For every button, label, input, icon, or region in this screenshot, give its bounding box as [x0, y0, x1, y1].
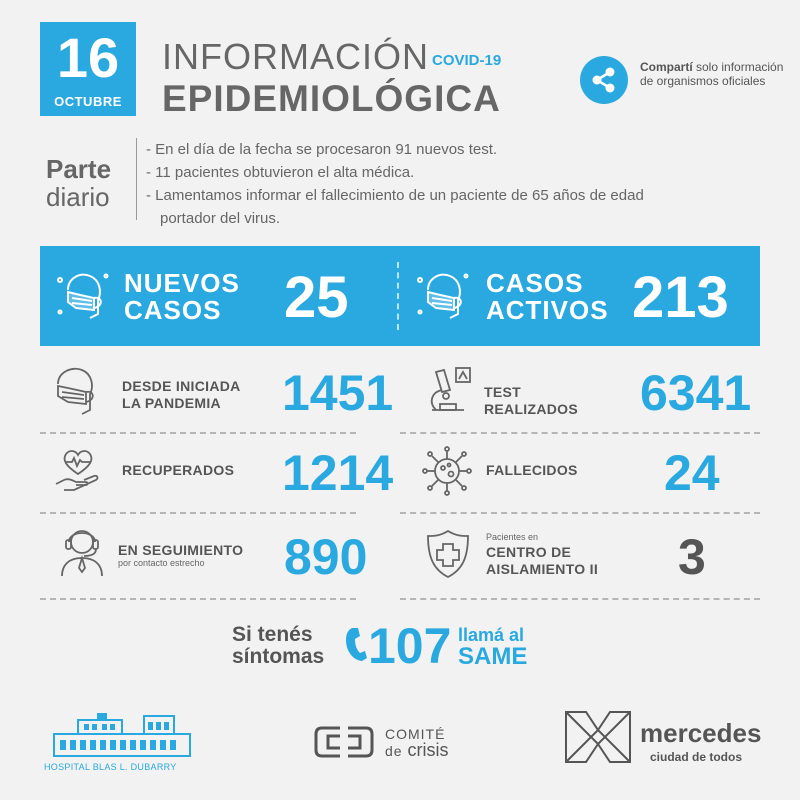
- mask-face-icon: [414, 268, 472, 331]
- test-label-line1: TEST: [484, 384, 521, 400]
- shield-cross-icon: [424, 528, 472, 585]
- heart-hand-icon: [52, 444, 104, 501]
- note-item: - Lamentamos informar el fallecimiento de un paciente de 65 años de edad: [146, 187, 644, 204]
- share-icon: [580, 56, 628, 104]
- hospital-logo: [52, 712, 192, 763]
- mask-face-icon: [46, 364, 102, 425]
- pandemia-label: [122, 378, 241, 412]
- casos-activos-value: 213: [632, 265, 729, 330]
- test-label: [484, 384, 578, 418]
- aislamiento-label: [486, 544, 598, 578]
- divider: [400, 512, 760, 514]
- parte-notes: [146, 138, 766, 230]
- covid-tag: COVID-19: [432, 52, 502, 69]
- aislamiento-pre: Pacientes en: [486, 532, 539, 542]
- comite-de: de: [385, 743, 408, 759]
- microscope-icon: [420, 364, 476, 425]
- cases-banner: [40, 246, 760, 346]
- nuevos-casos-label: [124, 270, 240, 324]
- emergency-number: 107: [368, 618, 452, 674]
- seguimiento-sub: por contacto estrecho: [118, 558, 205, 568]
- comite-text: [385, 726, 448, 759]
- fallecidos-value: 24: [664, 445, 720, 501]
- fallecidos-label: FALLECIDOS: [486, 462, 578, 478]
- pandemia-value: 1451: [282, 365, 394, 421]
- note-item: - 11 pacientes obtuvieron el alta médica.: [146, 164, 415, 181]
- hospital-name: HOSPITAL BLAS L. DUBARRY: [44, 762, 177, 772]
- pandemia-label-line2: LA PANDEMIA: [122, 395, 221, 411]
- date-month: OCTUBRE: [54, 94, 122, 109]
- aislamiento-label-line1: CENTRO DE: [486, 544, 572, 560]
- aislamiento-label-line2: AISLAMIENTO II: [486, 561, 599, 577]
- share-rest: solo información de organismos oficiales: [640, 60, 784, 88]
- banner-divider: [397, 262, 399, 330]
- pandemia-label-line1: DESDE INICIADA: [122, 378, 241, 394]
- call-prompt: [232, 624, 324, 668]
- recuperados-label: RECUPERADOS: [122, 462, 235, 478]
- date-badge: [40, 22, 136, 116]
- comite-crisis: crisis: [407, 740, 449, 760]
- parte-title: Parte: [46, 154, 112, 184]
- divider: [40, 432, 356, 434]
- call-action-line2: SAME: [458, 643, 528, 670]
- parte-divider: [136, 138, 137, 220]
- test-label-line2: REALIZADOS: [484, 401, 578, 417]
- nuevos-label-line2: CASOS: [124, 295, 222, 325]
- activos-label-line1: CASOS: [486, 268, 584, 298]
- aislamiento-value: 3: [678, 529, 706, 585]
- nuevos-casos-value: 25: [284, 265, 349, 330]
- title-line1: INFORMACIÓN: [162, 36, 429, 77]
- comite-logo-icon: [312, 722, 376, 767]
- share-message: [640, 60, 790, 88]
- mask-face-icon: [54, 268, 112, 331]
- divider: [400, 598, 760, 600]
- title-line2: EPIDEMIOLÓGICA: [162, 78, 501, 119]
- mercedes-logo-icon: [562, 708, 634, 771]
- activos-label-line2: ACTIVOS: [486, 295, 609, 325]
- note-item: - En el día de la fecha se procesaron 91 nuevos test.: [146, 141, 498, 158]
- date-day: 16: [56, 26, 120, 89]
- share-strong: Compartí: [640, 60, 693, 74]
- seguimiento-value: 890: [284, 529, 368, 585]
- call-action-line1: llamá al: [458, 625, 525, 645]
- diario-title: diario: [46, 182, 110, 212]
- seguimiento-label: EN SEGUIMIENTO: [118, 542, 244, 558]
- call-prompt-line2: síntomas: [232, 645, 325, 668]
- divider: [40, 512, 356, 514]
- comite-line1: COMITÉ: [385, 726, 446, 742]
- virus-icon: [420, 444, 474, 503]
- note-item: portador del virus.: [160, 210, 281, 227]
- phone-icon: [344, 626, 368, 667]
- recuperados-value: 1214: [282, 445, 394, 501]
- call-prompt-line1: Si tenés: [232, 623, 313, 646]
- headset-person-icon: [56, 522, 108, 583]
- casos-activos-label: [486, 270, 609, 324]
- nuevos-label-line1: NUEVOS: [124, 268, 240, 298]
- mercedes-wordmark: mercedes: [640, 718, 762, 748]
- divider: [400, 432, 760, 434]
- divider: [40, 598, 356, 600]
- call-action: [458, 624, 527, 668]
- mercedes-tagline: ciudad de todos: [650, 750, 743, 764]
- test-value: 6341: [640, 365, 752, 421]
